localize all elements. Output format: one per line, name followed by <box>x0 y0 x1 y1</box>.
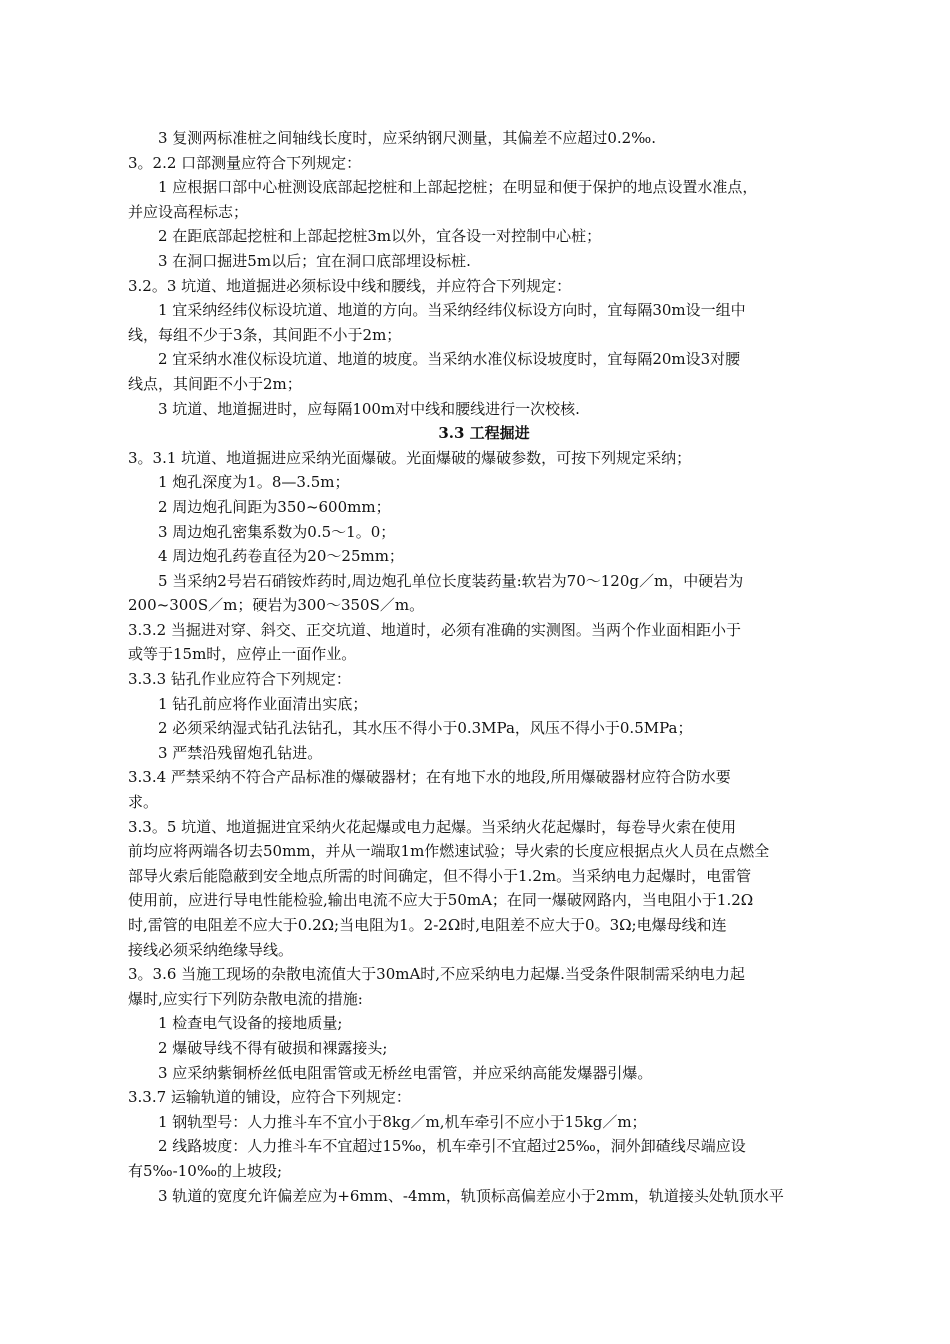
paragraph-continuation: 前均应将两端各切去50mm，并从一端取1m作燃速试验；导火索的长度应根据点火人员在点燃全 <box>128 842 770 861</box>
list-item: 1 应根据口部中心桩测设底部起挖桩和上部起挖桩；在明显和便于保护的地点设置水准点， <box>158 178 758 197</box>
list-item: 2 必须采纳湿式钻孔法钻孔，其水压不得小于0.3MPa，风压不得小于0.5MPa； <box>158 719 693 738</box>
paragraph-continuation: 接线必须采纳绝缘导线。 <box>128 940 294 959</box>
list-item: 2 线路坡度：人力推斗车不宜超过15‰，机车牵引不宜超过25‰，洞外卸碴线尽端应设 <box>158 1137 746 1156</box>
paragraph-continuation: 使用前，应进行导电性能检验,输出电流不应大于50mA；在同一爆破网路内，当电阻小于1.2Ω <box>128 891 754 910</box>
clause-heading: 3.3.3 钻孔作业应符合下列规定： <box>128 670 351 689</box>
list-item: 1 宜采纳经纬仪标设坑道、地道的方向。当采纳经纬仪标设方向时，宜每隔30m设一组中 <box>158 301 746 320</box>
list-item: 3 坑道、地道掘进时，应每隔100m对中线和腰线进行一次校核. <box>158 399 580 418</box>
clause-heading: 3.3.4 严禁采纳不符合产品标准的爆破器材；在有地下水的地段,所用爆破器材应符合防水要 <box>128 768 731 787</box>
clause-heading: 3.3.7 运输轨道的铺设，应符合下列规定： <box>128 1088 411 1107</box>
list-item: 1 钢轨型号：人力推斗车不宜小于8kg／m,机车牵引不应小于15kg／m； <box>158 1112 647 1131</box>
paragraph-continuation: 或等于15m时，应停止一面作业。 <box>128 645 357 664</box>
paragraph-continuation: 爆时,应实行下列防杂散电流的措施: <box>128 989 363 1008</box>
document-page <box>128 126 840 1208</box>
list-item: 1 炮孔深度为1。8—3.5m； <box>158 473 350 492</box>
list-item: 3 复测两标准桩之间轴线长度时，应采纳钢尺测量，其偏差不应超过0.2‰. <box>158 129 657 147</box>
paragraph-continuation: 部导火索后能隐蔽到安全地点所需的时间确定，但不得小于1.2m。当采纳电力起爆时，电雷管 <box>128 866 752 885</box>
paragraph-continuation: 线，每组不少于3条，其间距不小于2m； <box>128 325 402 344</box>
clause-heading: 3。2.2 口部测量应符合下列规定： <box>128 153 362 172</box>
paragraph-continuation: 并应设高程标志； <box>128 202 249 221</box>
list-item: 5 当采纳2号岩石硝铵炸药时,周边炮孔单位长度装药量:软岩为70～120g／m，中硬岩为 <box>158 571 744 590</box>
list-item: 4 周边炮孔药卷直径为20～25mm； <box>158 547 404 566</box>
list-item: 3 在洞口掘进5m以后；宜在洞口底部埋设标桩. <box>158 251 471 270</box>
clause-heading: 3.3。5 坑道、地道掘进宜采纳火花起爆或电力起爆。当采纳火花起爆时，每卷导火索在使用 <box>128 817 737 836</box>
section-title: 3.3 工程掘进 <box>438 424 530 443</box>
paragraph-continuation: 有5‰-10‰的上坡段; <box>128 1161 283 1180</box>
clause-heading: 3。3.6 当施工现场的杂散电流值大于30mA时,不应采纳电力起爆.当受条件限制需采纳电力起 <box>128 965 745 984</box>
clause-heading: 3.2。3 坑道、地道掘进必须标设中线和腰线，并应符合下列规定： <box>128 276 572 295</box>
paragraph-continuation: 200~300S／m；硬岩为300～350S／m。 <box>128 596 425 615</box>
list-item: 3 轨道的宽度允许偏差应为+6mm、-4mm，轨顶标高偏差应小于2mm，轨道接头处轨顶水平 <box>158 1186 784 1205</box>
paragraph-continuation: 求。 <box>128 793 159 812</box>
clause-heading: 3.3.2 当掘进对穿、斜交、正交坑道、地道时，必须有准确的实测图。当两个作业面相距小于 <box>128 620 741 639</box>
list-item: 2 周边炮孔间距为350~600mm； <box>158 497 391 516</box>
list-item: 3 周边炮孔密集系数为0.5～1。0； <box>158 522 396 541</box>
list-item: 2 在距底部起挖桩和上部起挖桩3m以外，宜各设一对控制中心桩； <box>158 227 602 246</box>
list-item: 2 爆破导线不得有破损和裸露接头; <box>158 1038 388 1057</box>
list-item: 1 钻孔前应将作业面清出实底； <box>158 694 368 713</box>
list-item: 3 严禁沿残留炮孔钻进。 <box>158 743 323 762</box>
clause-heading: 3。3.1 坑道、地道掘进应采纳光面爆破。光面爆破的爆破参数，可按下列规定采纳； <box>128 448 692 467</box>
paragraph-continuation: 线点，其间距不小于2m； <box>128 374 302 393</box>
list-item: 2 宜采纳水准仪标设坑道、地道的坡度。当采纳水准仪标设坡度时，宜每隔20m设3对腰 <box>158 350 741 369</box>
paragraph-continuation: 时,雷管的电阻差不应大于0.2Ω;当电阻为1。2-2Ω时,电阻差不应大于0。3Ω;电爆母线和连 <box>128 916 727 934</box>
list-item: 3 应采纳紫铜桥丝低电阻雷管或无桥丝电雷管，并应采纳高能发爆器引爆。 <box>158 1063 653 1082</box>
list-item: 1 检查电气设备的接地质量; <box>158 1014 343 1033</box>
